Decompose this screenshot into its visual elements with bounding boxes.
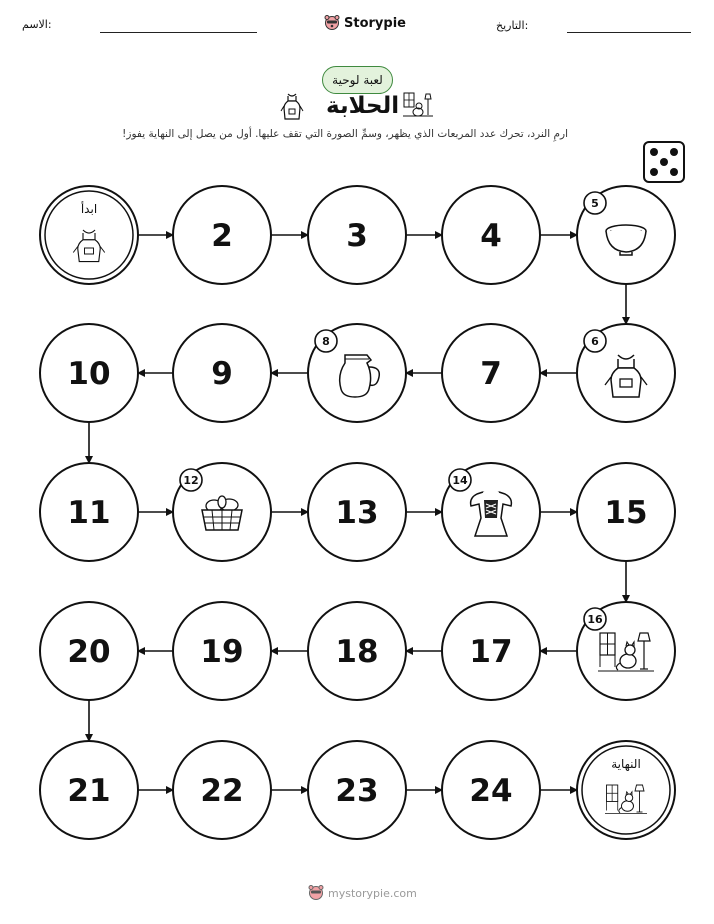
board-cell [577, 463, 675, 561]
board-cell [173, 602, 271, 700]
board-cell [40, 324, 138, 422]
cell-number: 11 [67, 495, 111, 531]
cell-number: 15 [604, 495, 648, 531]
finish-cell [577, 741, 675, 839]
dice-five-icon [644, 142, 684, 182]
cell-number-badge [584, 330, 606, 352]
board-game-badge: لعبة لوحية [322, 66, 393, 94]
board-cell [577, 324, 675, 422]
cell-number: 8 [322, 335, 330, 348]
cell-number: 14 [452, 474, 468, 487]
board-cell [442, 186, 540, 284]
cell-number-badge [584, 192, 606, 214]
board-cell [40, 741, 138, 839]
cell-number-badge [449, 469, 471, 491]
cell-number: 20 [67, 634, 111, 670]
cell-number: 22 [200, 773, 244, 809]
board-cell [173, 186, 271, 284]
instructions-text: ارمِ النرد، تحرك عدد المربعات الذي يظهر، وسمِّ الصورة التي تقف عليها. أول من يصل إلى النهاية يفوز! [122, 128, 568, 140]
board-cell [577, 186, 675, 284]
page-title: الحلابة [326, 93, 400, 119]
brand-name: Storypie [344, 15, 406, 31]
cell-number: 4 [480, 218, 502, 254]
cell-number: 12 [183, 474, 199, 487]
board-cell [577, 602, 675, 700]
board-cell [442, 602, 540, 700]
board-cell [173, 324, 271, 422]
footer-url: mystorypie.com [328, 886, 417, 900]
board-cell [442, 463, 540, 561]
storypie-mascot-icon [308, 884, 324, 902]
cell-number: 9 [211, 356, 233, 392]
cell-number: 19 [200, 634, 244, 670]
board-cell [308, 186, 406, 284]
board-cell [173, 741, 271, 839]
board-cell [173, 463, 271, 561]
cell-number: 6 [591, 335, 599, 348]
cell-label: النهاية [611, 757, 641, 771]
cell-number-badge [584, 608, 606, 630]
cell-number: 24 [469, 773, 513, 809]
cell-number: 16 [587, 613, 603, 626]
cell-label: ابدأ [80, 202, 98, 216]
board-cell [308, 602, 406, 700]
board-cell [442, 741, 540, 839]
footer [308, 884, 417, 902]
cell-number: 17 [469, 634, 513, 670]
date-label: التاريخ: [496, 19, 529, 32]
cell-number: 2 [211, 218, 233, 254]
start-cell [40, 186, 138, 284]
cell-number: 13 [335, 495, 379, 531]
cell-number: 10 [67, 356, 111, 392]
cell-number: 23 [335, 773, 379, 809]
board-cell [40, 463, 138, 561]
board-cell [308, 324, 406, 422]
cell-number: 18 [335, 634, 379, 670]
board-cell [442, 324, 540, 422]
board-cell [308, 741, 406, 839]
board-cell [40, 602, 138, 700]
cell-number: 7 [480, 356, 502, 392]
cell-number: 21 [67, 773, 111, 809]
name-label: الاسم: [22, 18, 52, 31]
board-cell [308, 463, 406, 561]
cell-number-badge [315, 330, 337, 352]
cell-number-badge [180, 469, 202, 491]
cell-number: 5 [591, 197, 599, 210]
cell-number: 3 [346, 218, 368, 254]
